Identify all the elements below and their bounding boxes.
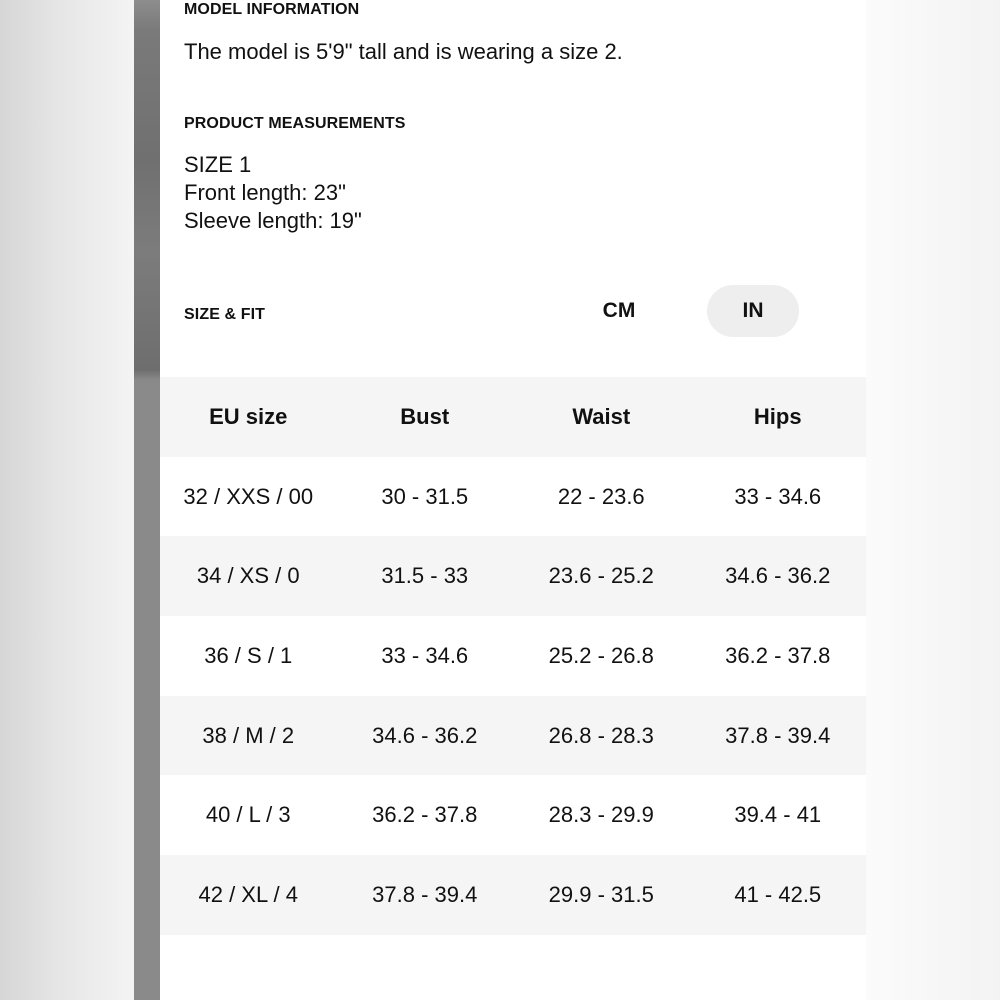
cell-eu-size: 38 / M / 2 <box>202 722 295 748</box>
table-row <box>160 616 866 696</box>
cell-waist: 28.3 - 29.9 <box>548 802 654 828</box>
cell-waist: 29.9 - 31.5 <box>548 881 654 907</box>
cell-waist: 25.2 - 26.8 <box>548 642 654 668</box>
measurement-size: SIZE 1 <box>184 152 252 177</box>
table-row <box>160 696 866 776</box>
measurement-sleeve-length: Sleeve length: 19" <box>184 208 362 233</box>
cell-bust: 34.6 - 36.2 <box>372 722 478 748</box>
left-edge-strip <box>134 0 160 1000</box>
cell-hips: 39.4 - 41 <box>734 802 822 828</box>
model-information-text: The model is 5'9" tall and is wearing a size 2. <box>184 39 623 64</box>
unit-toggle-in[interactable]: IN <box>707 285 799 337</box>
cell-hips: 36.2 - 37.8 <box>725 642 831 668</box>
measurement-front-length: Front length: 23" <box>184 180 346 205</box>
size-chart-table <box>160 377 866 935</box>
cell-hips: 41 - 42.5 <box>734 881 822 907</box>
model-information-heading: MODEL INFORMATION <box>184 1 360 18</box>
cell-bust: 37.8 - 39.4 <box>372 881 478 907</box>
table-row <box>160 775 866 855</box>
page-backdrop-right <box>866 0 1000 1000</box>
cell-eu-size: 36 / S / 1 <box>204 642 293 668</box>
cell-hips: 37.8 - 39.4 <box>725 722 831 748</box>
header-waist: Waist <box>572 403 631 429</box>
cell-waist: 26.8 - 28.3 <box>548 722 654 748</box>
cell-bust: 30 - 31.5 <box>381 483 469 509</box>
cell-waist: 22 - 23.6 <box>557 483 645 509</box>
table-row <box>160 855 866 935</box>
table-header-row <box>160 377 866 457</box>
header-eu-size: EU size <box>209 403 288 429</box>
cell-hips: 34.6 - 36.2 <box>725 563 831 589</box>
cell-eu-size: 42 / XL / 4 <box>198 881 298 907</box>
size-fit-heading: SIZE & FIT <box>184 306 265 323</box>
header-hips: Hips <box>753 403 802 429</box>
cell-eu-size: 32 / XXS / 00 <box>183 483 314 509</box>
size-guide-panel <box>160 0 866 1000</box>
table-row <box>160 457 866 537</box>
cell-eu-size: 40 / L / 3 <box>205 802 291 828</box>
cell-hips: 33 - 34.6 <box>734 483 822 509</box>
header-bust: Bust <box>400 403 450 429</box>
cell-bust: 31.5 - 33 <box>381 563 469 589</box>
cell-eu-size: 34 / XS / 0 <box>196 563 300 589</box>
table-row <box>160 536 866 616</box>
product-measurements-heading: PRODUCT MEASUREMENTS <box>184 115 406 132</box>
cell-waist: 23.6 - 25.2 <box>548 563 654 589</box>
cell-bust: 33 - 34.6 <box>381 642 469 668</box>
unit-toggle-cm[interactable]: CM <box>602 299 636 322</box>
cell-bust: 36.2 - 37.8 <box>372 802 478 828</box>
